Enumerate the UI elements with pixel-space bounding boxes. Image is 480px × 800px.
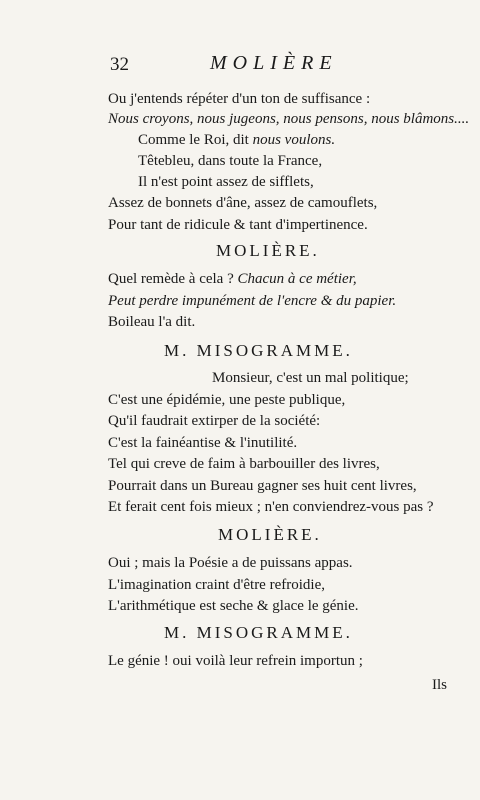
speaker-heading: M. MISOGRAMME. <box>164 341 353 360</box>
verse-line: Qu'il faudrait extirper de la société: <box>108 413 321 429</box>
speaker-heading: MOLIÈRE. <box>216 241 320 260</box>
verse-line: Têtebleu, dans toute la France, <box>138 153 323 169</box>
verse-line: Nous croyons, nous jugeons, nous pensons, nous blâmons.... <box>108 111 470 127</box>
verse-line: Oui ; mais la Poésie a de puissans appas. <box>108 555 353 571</box>
verse-line: Tel qui creve de faim à barbouiller des livres, <box>108 456 380 472</box>
verse-line: L'arithmétique est seche & glace le génie. <box>108 598 359 614</box>
verse-line: Boileau l'a dit. <box>108 314 196 330</box>
verse-line: L'imagination craint d'être refroidie, <box>108 577 325 593</box>
page-header <box>110 54 440 84</box>
running-title: MOLIÈRE <box>210 52 338 74</box>
verse-line <box>108 272 357 287</box>
speaker-heading: M. MISOGRAMME. <box>164 623 353 642</box>
verse-line: Assez de bonnets d'âne, assez de camouflets, <box>108 195 378 211</box>
verse-line: Et ferait cent fois mieux ; n'en conviendrez-vous pas ? <box>108 499 434 515</box>
verse-line: Monsieur, c'est un mal politique; <box>212 370 409 386</box>
verse-line <box>138 133 335 148</box>
verse-line: C'est la fainéantise & l'inutilité. <box>108 435 298 451</box>
verse-line: Pourrait dans un Bureau gagner ses huit cent livres, <box>108 478 417 494</box>
verse-line: Ou j'entends répéter d'un ton de suffisance : <box>108 91 371 107</box>
verse-line: Il n'est point assez de sifflets, <box>138 174 314 190</box>
verse-line: Le génie ! oui voilà leur refrein importun ; <box>108 653 363 669</box>
verse-fragment: Chacun à ce métier, <box>237 271 357 287</box>
verse-line: Peut perdre impunément de l'encre & du papier. <box>108 293 397 309</box>
verse-line: C'est une épidémie, une peste publique, <box>108 392 346 408</box>
catchword: Ils <box>432 677 447 693</box>
speaker-heading: MOLIÈRE. <box>218 525 322 544</box>
verse-line: Pour tant de ridicule & tant d'impertinence. <box>108 217 368 233</box>
verse-fragment: Comme le Roi, dit <box>138 132 253 148</box>
page-number: 32 <box>110 54 129 75</box>
verse-fragment: nous voulons. <box>252 132 336 148</box>
verse-fragment: Quel remède à cela ? <box>108 271 238 287</box>
